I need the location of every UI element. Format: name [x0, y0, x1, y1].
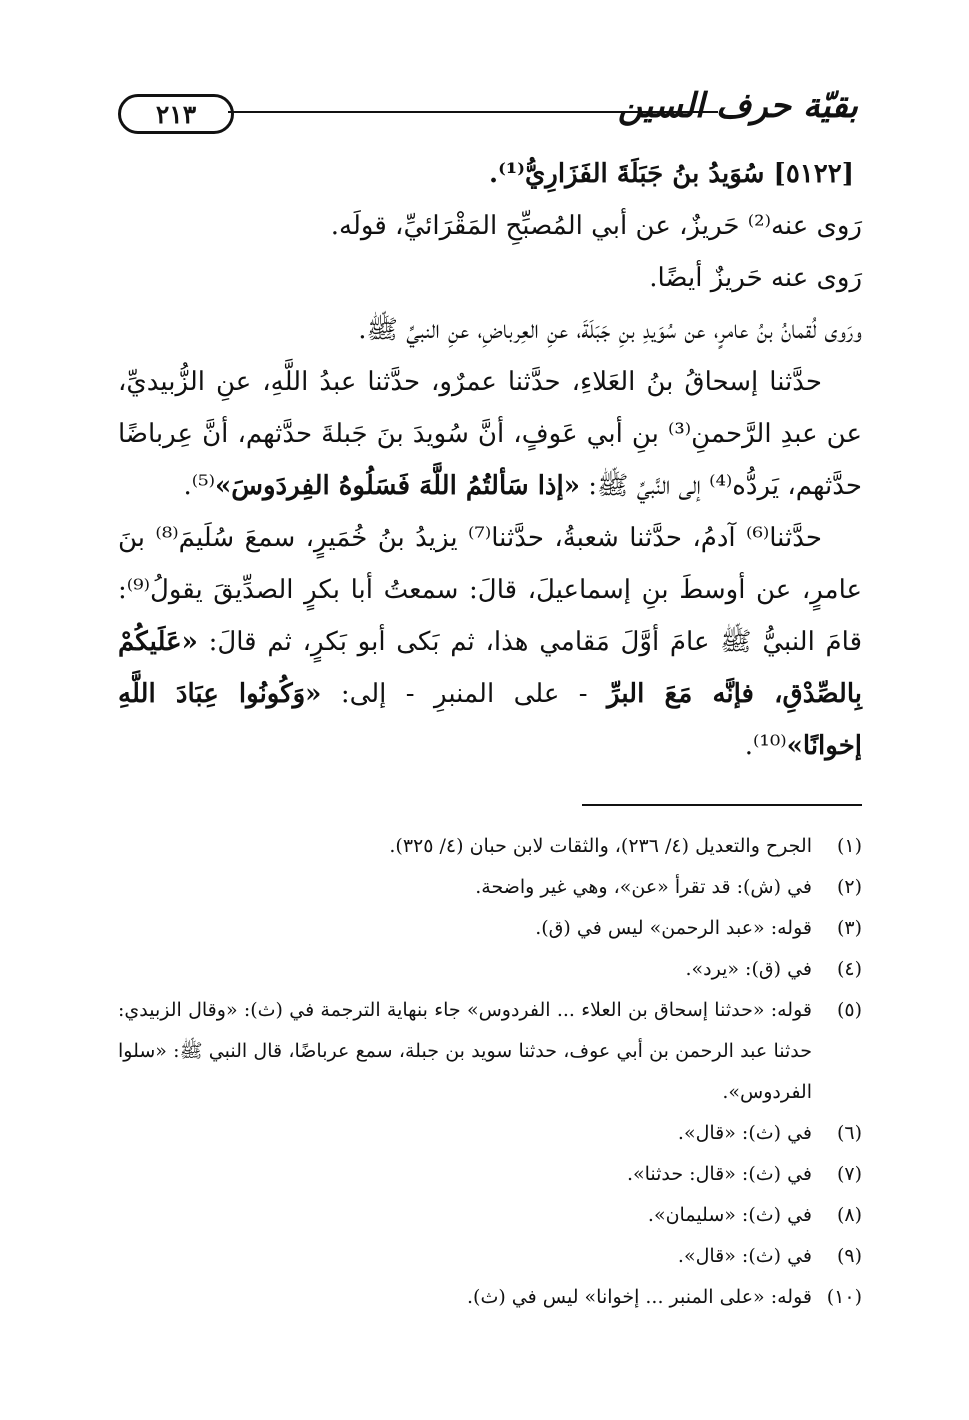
page-number-badge — [118, 94, 234, 134]
paragraph-5-text: حدَّثنا⁽⁶⁾ آدمُ، حدَّثنا شعبةُ، حدَّثنا⁽⁷⁾ يزيدُ بنُ خُمَيرٍ، سمعَ سُلَيمَ⁽⁸⁾ بنَ عامرٍ، عن أوسطَ بنِ إسماعيلَ، قالَ: سمعتُ أبا بكرٍ الصدِّيقَ يقولُ⁽⁹⁾: قامَ النبيُّ ﷺ عامَ أوَّلَ مَقامي هذا، ثم بَكى أبو بَكرٍ، ثم قالَ: — [118, 523, 862, 657]
footnote-item — [118, 826, 862, 867]
footnote-number: (٧) — [836, 1163, 862, 1185]
footnote-number: (٤) — [836, 958, 862, 980]
footnote-number: (١٠) — [826, 1286, 862, 1308]
footnote-text: الجرح والتعديل (٤/ ٢٣٦)، والثقات لابن حبان (٤/ ٣٢٥). — [389, 835, 812, 857]
footnote-number: (٨) — [836, 1204, 862, 1226]
footnote-item — [118, 1195, 862, 1236]
footnote-number: (٦) — [836, 1122, 862, 1144]
footnote-item — [118, 1236, 862, 1277]
hadith-quote-2: «عَلَيكُمْ بِالصِّدْقِ، فإنَّه مَعَ البرِّ — [118, 627, 863, 709]
footnote-text: في (ث): «قال». — [677, 1245, 812, 1267]
paragraph-1: رَوى عنه⁽²⁾ حَريزٌ، عن أبي المُصبِّحِ المَقْرَائيِّ، قولَه. — [330, 211, 862, 241]
footnote-text: في (ق): «يرد». — [685, 958, 812, 980]
footnote-text: قوله: «حدثنا إسحاق بن العلاء ... الفردوس» جاء بنهاية الترجمة في (ث): «وقال الزبيدي: حدثنا عبد الرحمن بن أبي عوف، حدثنا سويد بن جبلة، سمع عرباضًا، قال النبي ﷺ: «سلوا الفردوس». — [118, 999, 812, 1103]
entry-heading: [٥١٢٢] سُوَيدُ بنُ جَبَلَةَ الفَزَارِيُّ⁽¹⁾. — [489, 159, 854, 189]
footnote-number: (٩) — [836, 1245, 862, 1267]
footnote-item — [118, 949, 862, 990]
page-number: ٢١٣ — [155, 99, 197, 129]
footnote-text: قوله: «عبد الرحمن» ليس في (ق). — [535, 917, 812, 939]
main-text — [118, 148, 862, 772]
running-title: بقيّة حرف السين — [617, 86, 858, 126]
paragraph-5 — [118, 512, 862, 772]
footnote-separator — [582, 804, 862, 806]
hadith-quote-1: «إذا سَألتُمُ اللَّهَ فَسَلُوهُ الفِردَوسَ» — [214, 471, 580, 501]
paragraph-4-text: حدَّثنا إسحاقُ بنُ العَلاءِ، حدَّثنا عمرٌو، حدَّثنا عبدُ اللَّهِ، عنِ الزُّبيديِّ، عن عبدِ الرَّحمنِ⁽³⁾ بنِ أبي عَوفٍ، أنَّ سُويدَ بنَ جَبلةَ حدَّثهم، أنَّ عِرباضًا حدَّثهم، يَردُّه⁽⁴⁾ إلى النَّبيِّ ﷺ: — [118, 367, 862, 501]
footnote-item — [118, 1113, 862, 1154]
footnote-text: في (ش): قد تقرأ «عن»، وهي غير واضحة. — [475, 876, 812, 898]
paragraph-4 — [118, 356, 862, 512]
footnote-item — [118, 990, 862, 1113]
footnote-number: (٣) — [836, 917, 862, 939]
footnote-text: في (ث): «قال: حدثنا». — [626, 1163, 812, 1185]
paragraph-2: رَوى عنه حَريزٌ أيضًا. — [649, 263, 862, 293]
footnote-number: (٥) — [836, 999, 862, 1021]
footnote-text: في (ث): «قال». — [677, 1122, 812, 1144]
paragraph-5-end: ⁽¹⁰⁾. — [744, 731, 787, 761]
paragraph-5-mid: - على المنبرِ - إلى: — [321, 679, 607, 709]
footnote-text: في (ث): «سليمان». — [647, 1204, 812, 1226]
footnote-number: (٢) — [836, 876, 862, 898]
page-header — [118, 88, 858, 148]
footnote-item — [118, 867, 862, 908]
footnote-item — [118, 1154, 862, 1195]
hadith-quote-3: «وَكُونُوا عِبَادَ اللَّهِ إخوانًا» — [118, 679, 862, 761]
footnote-text: قوله: «على المنبر ... إخوانا» ليس في (ث). — [467, 1286, 812, 1308]
footnote-number: (١) — [836, 835, 862, 857]
footnotes — [118, 826, 862, 1318]
footnote-item — [118, 1277, 862, 1318]
paragraph-3: ورَوى لُقمانُ بنُ عامرٍ، عن سُوَيدِ بنِ جَبَلَةَ، عنِ العِرباضِ، عنِ النبيِّ ﷺ. — [358, 315, 862, 345]
paragraph-4-end: ⁽⁵⁾. — [183, 471, 215, 501]
footnote-item — [118, 908, 862, 949]
